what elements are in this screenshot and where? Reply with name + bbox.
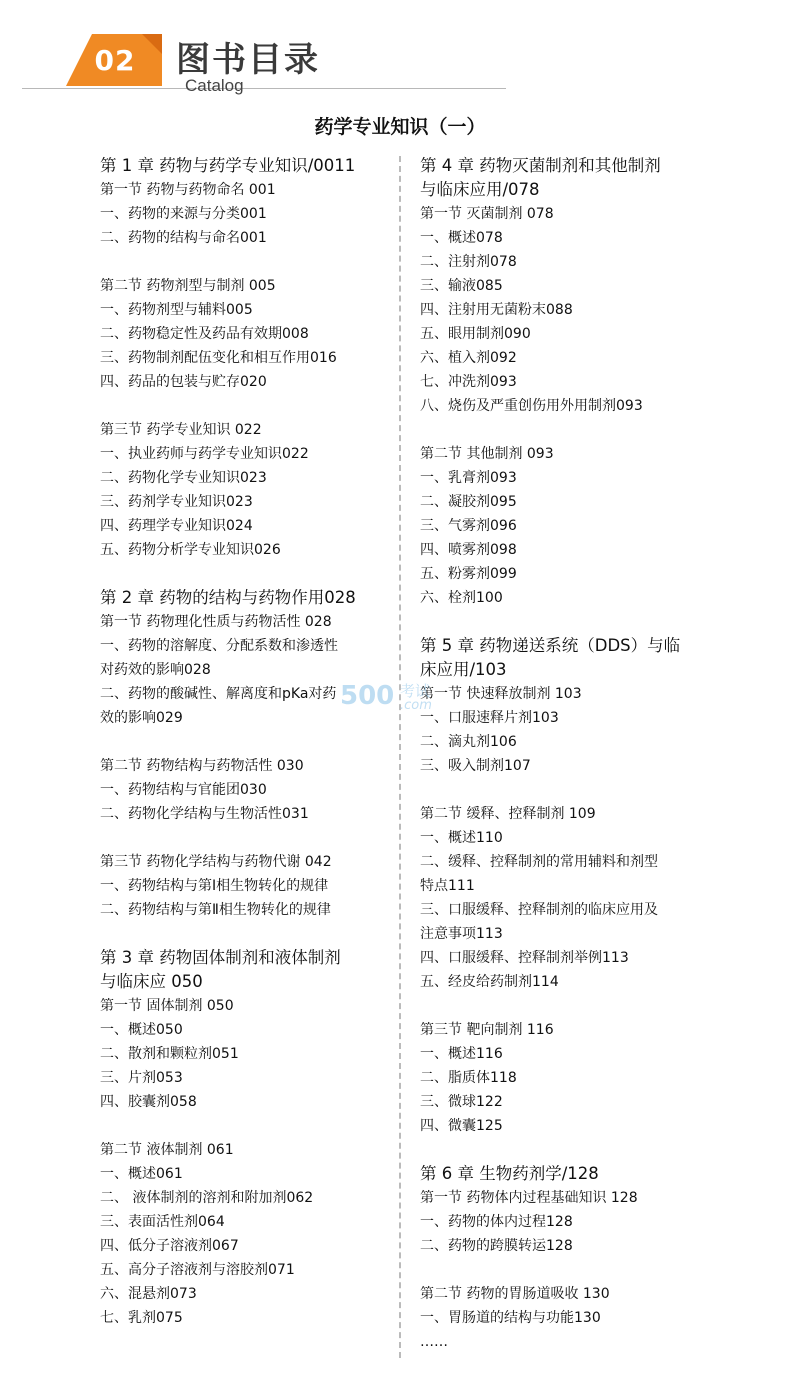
toc-blank [420,994,750,1018]
toc-left-column [100,154,390,1330]
toc-item: 四、药理学专业知识024 [100,518,253,534]
toc-item: 一、药物的来源与分类001 [100,206,267,222]
toc-item: 五、高分子溶液剂与溶胶剂071 [100,1262,295,1278]
toc-section: 第三节 药物化学结构与药物代谢 042 [100,854,332,870]
toc-right-column [420,154,750,1354]
toc-item: 四、口服缓释、控释制剂举例113 [420,950,629,966]
toc-item: 二、药物稳定性及药品有效期008 [100,326,309,342]
toc-item: 五、眼用制剂090 [420,326,531,342]
toc-item: 二、注射剂078 [420,254,517,270]
toc-blank [420,1258,750,1282]
toc-item: 三、输液085 [420,278,503,294]
toc-item: 一、胃肠道的结构与功能130 [420,1310,601,1326]
toc-item: 四、胶囊剂058 [100,1094,197,1110]
toc-chapter: 第 6 章 生物药剂学/128 [420,1164,599,1183]
toc-blank [100,394,390,418]
toc-item: 二、药物的结构与命名001 [100,230,267,246]
toc-item: 四、微囊125 [420,1118,503,1134]
toc-item: 一、药物结构与官能团030 [100,782,267,798]
toc-item: 六、混悬剂073 [100,1286,197,1302]
toc-item: 二、脂质体118 [420,1070,517,1086]
toc-item: 七、冲洗剂093 [420,374,517,390]
badge-number: 02 [94,44,136,77]
toc-section: 第一节 药物体内过程基础知识 128 [420,1190,638,1206]
toc-item: 效的影响029 [100,710,183,726]
toc-item: 二、药物化学专业知识023 [100,470,267,486]
section-number-badge [66,30,162,88]
toc-item: 一、概述050 [100,1022,183,1038]
toc-chapter: 与临床应用/078 [420,180,540,199]
toc-section: 第二节 药物结构与药物活性 030 [100,758,304,774]
toc-item: 注意事项113 [420,926,503,942]
toc-section: 第一节 药物理化性质与药物活性 028 [100,614,332,630]
toc-item: 六、栓剂100 [420,590,503,606]
toc-item: 三、片剂053 [100,1070,183,1086]
toc-item: 四、低分子溶液剂067 [100,1238,239,1254]
toc-section: 第三节 药学专业知识 022 [100,422,262,438]
toc-blank [100,922,390,946]
toc-item: 三、气雾剂096 [420,518,517,534]
toc-item: 三、表面活性剂064 [100,1214,225,1230]
toc-item: 一、概述078 [420,230,503,246]
toc-item: 三、微球122 [420,1094,503,1110]
toc-section: 第一节 快速释放制剂 103 [420,686,582,702]
toc-item: 三、药物制剂配伍变化和相互作用016 [100,350,337,366]
toc-section: 第二节 其他制剂 093 [420,446,554,462]
toc-section: 第二节 药物剂型与制剂 005 [100,278,276,294]
toc-item: 一、口服速释片剂103 [420,710,559,726]
toc-item: 特点111 [420,878,475,894]
toc-item: 二、散剂和颗粒剂051 [100,1046,239,1062]
toc-chapter: 第 3 章 药物固体制剂和液体制剂 [100,948,341,967]
toc-blank [420,610,750,634]
toc-item: 对药效的影响028 [100,662,211,678]
toc-item: 四、喷雾剂098 [420,542,517,558]
toc-item: 七、乳剂075 [100,1310,183,1326]
toc-item: …… [420,1334,448,1350]
toc-item: 一、药物剂型与辅料005 [100,302,253,318]
toc-item: 五、粉雾剂099 [420,566,517,582]
toc-section: 第二节 液体制剂 061 [100,1142,234,1158]
toc-item: 一、药物的溶解度、分配系数和渗透性 [100,638,338,654]
toc-chapter: 与临床应 050 [100,972,203,991]
toc-blank [100,250,390,274]
catalog-title: 图书目录 [176,40,320,80]
toc-chapter: 第 5 章 药物递送系统（DDS）与临 [420,636,681,655]
toc-item: 二、 液体制剂的溶剂和附加剂062 [100,1190,314,1206]
toc-item: 一、药物的体内过程128 [420,1214,573,1230]
toc-blank [420,778,750,802]
catalog-subtitle: Catalog [185,76,244,95]
toc-item: 一、概述061 [100,1166,183,1182]
toc-chapter: 床应用/103 [420,660,507,679]
site-watermark-icon [338,676,462,712]
toc-item: 一、乳膏剂093 [420,470,517,486]
toc-section: 第二节 药物的胃肠道吸收 130 [420,1286,610,1302]
toc-blank [100,826,390,850]
header-underline [22,88,506,89]
toc-blank [100,562,390,586]
toc-chapter: 第 1 章 药物与药学专业知识/0011 [100,156,356,175]
toc-item: 二、药物的跨膜转运128 [420,1238,573,1254]
toc-blank [100,730,390,754]
toc-item: 八、烧伤及严重创伤用外用制剂093 [420,398,643,414]
toc-item: 三、吸入制剂107 [420,758,531,774]
toc-section: 第一节 药物与药物命名 001 [100,182,276,198]
toc-section: 第一节 固体制剂 050 [100,998,234,1014]
toc-item: 四、注射用无菌粉末088 [420,302,573,318]
toc-blank [100,1114,390,1138]
toc-item: 五、药物分析学专业知识026 [100,542,281,558]
svg-text:.com: .com [400,698,432,712]
toc-section: 第二节 缓释、控释制剂 109 [420,806,596,822]
toc-item: 一、概述116 [420,1046,503,1062]
toc-item: 二、滴丸剂106 [420,734,517,750]
toc-item: 四、药品的包装与贮存020 [100,374,267,390]
toc-item: 二、药物结构与第Ⅱ相生物转化的规律 [100,902,331,918]
column-divider [399,156,401,1358]
toc-item: 二、药物化学结构与生物活性031 [100,806,309,822]
toc-item: 五、经皮给药制剂114 [420,974,559,990]
svg-text:500: 500 [340,681,395,711]
toc-item: 六、植入剂092 [420,350,517,366]
toc-section: 第三节 靶向制剂 116 [420,1022,554,1038]
toc-item: 二、凝胶剂095 [420,494,517,510]
toc-item: 二、缓释、控释制剂的常用辅料和剂型 [420,854,658,870]
toc-item: 一、概述110 [420,830,503,846]
svg-text:考试: 考试 [400,682,431,700]
toc-blank [420,418,750,442]
book-title: 药学专业知识（一） [314,116,486,138]
toc-section: 第一节 灭菌制剂 078 [420,206,554,222]
toc-item: 一、药物结构与第Ⅰ相生物转化的规律 [100,878,329,894]
toc-blank [420,1138,750,1162]
toc-item: 三、药剂学专业知识023 [100,494,253,510]
toc-item: 一、执业药师与药学专业知识022 [100,446,309,462]
catalog-header [0,0,800,110]
toc-chapter: 第 4 章 药物灭菌制剂和其他制剂 [420,156,661,175]
toc-item: 三、口服缓释、控释制剂的临床应用及 [420,902,658,918]
toc-item: 二、药物的酸碱性、解离度和pKa对药 [100,686,337,702]
toc-chapter: 第 2 章 药物的结构与药物作用028 [100,588,356,607]
